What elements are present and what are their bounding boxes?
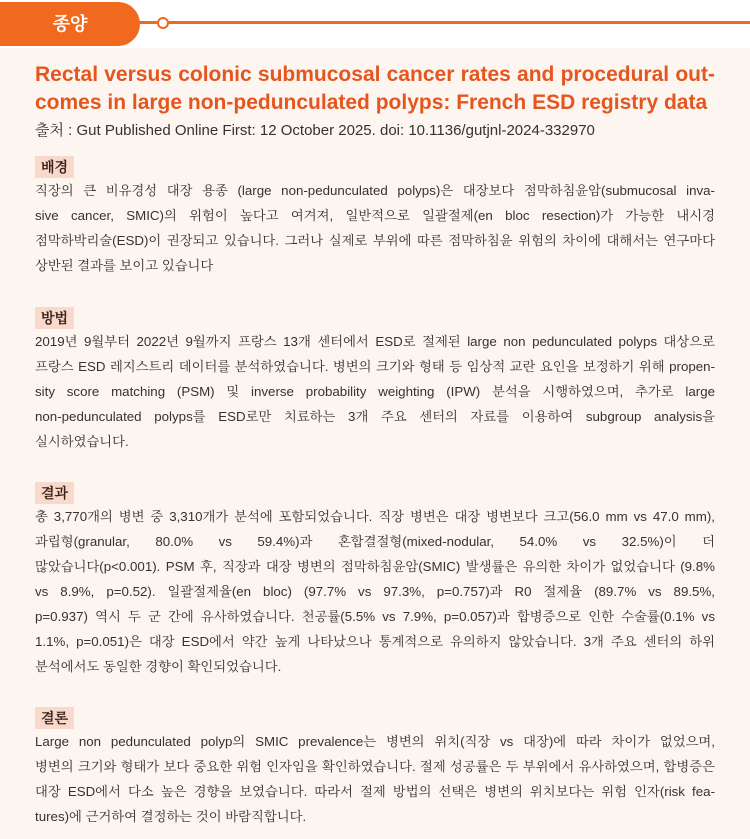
section-label-methods: 방법 <box>35 307 74 329</box>
methods-text-line: 실시하였습니다. <box>35 434 129 449</box>
results-text-line: vs 8.9%, p=0.52). 일괄절제율(en bloc) (97.7% vs 97.3%, p=0.757)과 R0 절제율 (89.7% vs 89.5%, <box>35 584 715 599</box>
article-title <box>35 61 715 117</box>
results-text-line: 분석에서도 동일한 경향이 확인되었습니다. <box>35 659 282 674</box>
section-background <box>35 156 715 278</box>
background-text-line: sive cancer, SMIC)의 위험이 높다고 여겨져, 일반적으로 일괄절제(en bloc resection)가 가능한 내시경 <box>35 208 715 223</box>
methods-text-line: 프랑스 ESD 레지스트리 데이터를 분석하였습니다. 병변의 크기와 형태 등 임상적 교란 요인을 보정하기 위해 propen- <box>35 359 715 374</box>
header-rule-dot <box>157 17 169 29</box>
article-source: 출처 : Gut Published Online First: 12 October 2025. doi: 10.1136/gutjnl-2024-332970 <box>35 122 595 139</box>
section-label-background: 배경 <box>35 156 74 178</box>
background-text-line: 상반된 결과를 보이고 있습니다 <box>35 258 214 273</box>
section-conclusion <box>35 707 715 829</box>
results-text-line: 많았습니다(p<0.001). PSM 후, 직장과 대장 병변의 점막하침윤암(SMIC) 발생률은 유의한 차이가 없었습니다 (9.8% <box>35 559 715 574</box>
methods-text-line: 2019년 9월부터 2022년 9월까지 프랑스 13개 센터에서 ESD로 절제된 large non pedunculated polyps 대상으로 <box>35 334 715 349</box>
section-results <box>35 482 715 679</box>
category-tab <box>0 2 140 46</box>
category-header <box>0 0 750 48</box>
methods-text-line: sity score matching (PSM) 및 inverse probability weighting (IPW) 분석을 시행하였으며, 추가로 large <box>35 384 715 399</box>
background-text-line: 직장의 큰 비유경성 대장 용종 (large non-pedunculated polyps)은 대장보다 점막하침윤암(submucosal inva- <box>35 183 715 198</box>
results-text-line: 과립형(granular, 80.0% vs 59.4%)과 혼합결절형(mixed-nodular, 54.0% vs 32.5%)이 더 <box>35 534 715 549</box>
conclusion-text-line: 대장 ESD에서 다소 높은 경향을 보였습니다. 따라서 절제 방법의 선택은 병변의 위치보다는 위험 인자(risk fea- <box>35 784 715 799</box>
background-text-line: 점막하박리술(ESD)이 권장되고 있습니다. 그러나 실제로 부위에 따른 점막하침윤 위험의 차이에 대해서는 연구마다 <box>35 233 715 248</box>
article-title-line: comes in large non-pedunculated polyps: French ESD registry data <box>35 91 708 114</box>
conclusion-text-line: Large non pedunculated polyp의 SMIC prevalence는 병변의 위치(직장 vs 대장)에 따라 차이가 없었으며, <box>35 734 715 749</box>
methods-text-line: non-pedunculated polyps를 ESD로만 치료하는 3개 주요 센터의 자료를 이용하여 subgroup analysis을 <box>35 409 715 424</box>
conclusion-text-line: 병변의 크기와 형태가 보다 중요한 위험 인자임을 확인하였습니다. 절제 성공률은 두 부위에서 유사하였으며, 합병증은 <box>35 759 715 774</box>
section-label-results: 결과 <box>35 482 74 504</box>
category-tab-label: 종양 <box>52 14 88 34</box>
conclusion-text-line: tures)에 근거하여 결정하는 것이 바람직합니다. <box>35 809 307 824</box>
header-rule <box>134 21 750 24</box>
section-label-conclusion: 결론 <box>35 707 74 729</box>
results-text-line: 1.1%, p=0.051)은 대장 ESD에서 약간 높게 나타났으나 통계적으로 유의하지 않았습니다. 3개 주요 센터의 하위 <box>35 634 715 649</box>
results-text-line: 총 3,770개의 병변 중 3,310개가 분석에 포함되었습니다. 직장 병변은 대장 병변보다 크고(56.0 mm vs 47.0 mm), <box>35 509 715 524</box>
results-text-line: p=0.937) 역시 두 군 간에 유사하였습니다. 천공률(5.5% vs 7.9%, p=0.057)과 합병증으로 인한 수술률(0.1% vs <box>35 609 715 624</box>
article-title-line: Rectal versus colonic submucosal cancer rates and procedural out- <box>35 63 715 86</box>
section-methods <box>35 307 715 454</box>
article-panel <box>0 48 750 839</box>
